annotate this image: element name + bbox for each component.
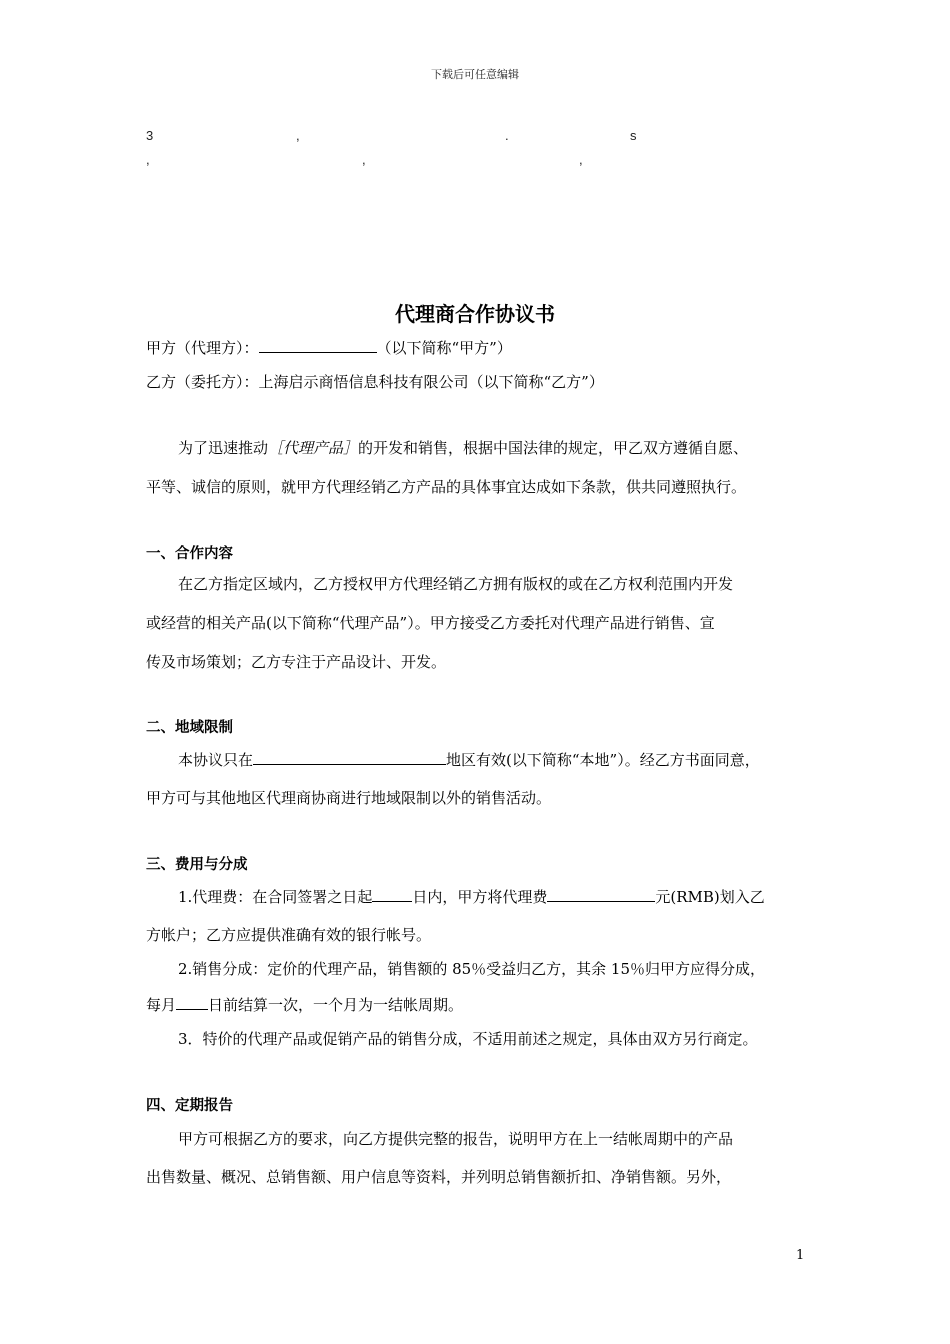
paragraph-line: 传及市场策划；乙方专注于产品设计、开发。	[146, 653, 447, 671]
fee-amount-blank	[547, 887, 655, 902]
page-number: 1	[796, 1248, 805, 1263]
paragraph-line: 在乙方指定区域内，乙方授权甲方代理经销乙方拥有版权的或在乙方权利范围内开发	[178, 575, 734, 593]
page-header-note: 下载后可任意编辑	[431, 68, 519, 81]
intro-line-2: 平等、诚信的原则，就甲方代理经销乙方产品的具体事宜达成如下条款，供共同遵照执行。	[146, 478, 747, 496]
fee-text: 元(RMB)划入乙	[655, 888, 765, 906]
settle-day-blank	[176, 995, 208, 1010]
paragraph-line: 2.销售分成：定价的代理产品，销售额的 85％受益归乙方，其余 15％归甲方应得分成，	[178, 960, 766, 978]
paragraph-line	[178, 886, 765, 907]
paragraph-line: 出售数量、概况、总销售额、用户信息等资料，并列明总销售额折扣、净销售额。另外，	[146, 1168, 732, 1186]
stray-char: .	[505, 128, 509, 143]
party-a-label: 甲方（代理方）：	[146, 339, 259, 357]
stray-char: ,	[146, 152, 150, 167]
fee-text: 1.代理费：在合同签署之日起	[178, 888, 373, 906]
region-blank	[253, 750, 446, 765]
intro-line-1	[178, 437, 748, 458]
party-b-line: 乙方（委托方）：上海启示商悟信息科技有限公司（以下简称“乙方”）	[146, 373, 604, 391]
settle-text: 日前结算一次，一个月为一结帐周期。	[208, 996, 464, 1014]
region-text: 地区有效(以下简称“本地”）。经乙方书面同意，	[446, 751, 760, 769]
stray-char: ,	[362, 152, 366, 167]
stray-char: ,	[296, 128, 300, 143]
section-heading: 三、费用与分成	[146, 857, 248, 873]
paragraph-line	[178, 749, 760, 770]
region-text: 本协议只在	[178, 751, 254, 769]
section-heading: 一、合作内容	[146, 546, 233, 562]
product-placeholder: ［代理产品］	[268, 439, 359, 457]
party-a-suffix: （以下简称“甲方”）	[376, 339, 512, 357]
stray-char: ,	[579, 152, 583, 167]
paragraph-line: 甲方可与其他地区代理商协商进行地域限制以外的销售活动。	[146, 789, 552, 807]
section-heading: 四、定期报告	[146, 1098, 233, 1114]
stray-char: s	[630, 128, 637, 143]
party-a-blank	[259, 338, 377, 353]
intro-text: 为了迅速推动	[178, 439, 269, 457]
paragraph-line	[146, 994, 463, 1015]
fee-text: 日内，甲方将代理费	[412, 888, 548, 906]
paragraph-line: 方帐户；乙方应提供准确有效的银行帐号。	[146, 926, 432, 944]
intro-text: 的开发和销售，根据中国法律的规定，甲乙双方遵循自愿、	[358, 439, 749, 457]
stray-char: 3	[146, 128, 154, 143]
paragraph-line: 或经营的相关产品(以下简称“代理产品”）。甲方接受乙方委托对代理产品进行销售、宣	[146, 614, 715, 632]
document-title: 代理商合作协议书	[395, 302, 555, 326]
days-blank	[372, 887, 412, 902]
section-heading: 二、地域限制	[146, 720, 233, 736]
paragraph-line: 甲方可根据乙方的要求，向乙方提供完整的报告，说明甲方在上一结帐周期中的产品	[178, 1130, 734, 1148]
paragraph-line: 3．特价的代理产品或促销产品的销售分成，不适用前述之规定，具体由双方另行商定。	[178, 1030, 758, 1048]
party-a-line	[146, 337, 512, 358]
settle-text: 每月	[146, 996, 177, 1014]
